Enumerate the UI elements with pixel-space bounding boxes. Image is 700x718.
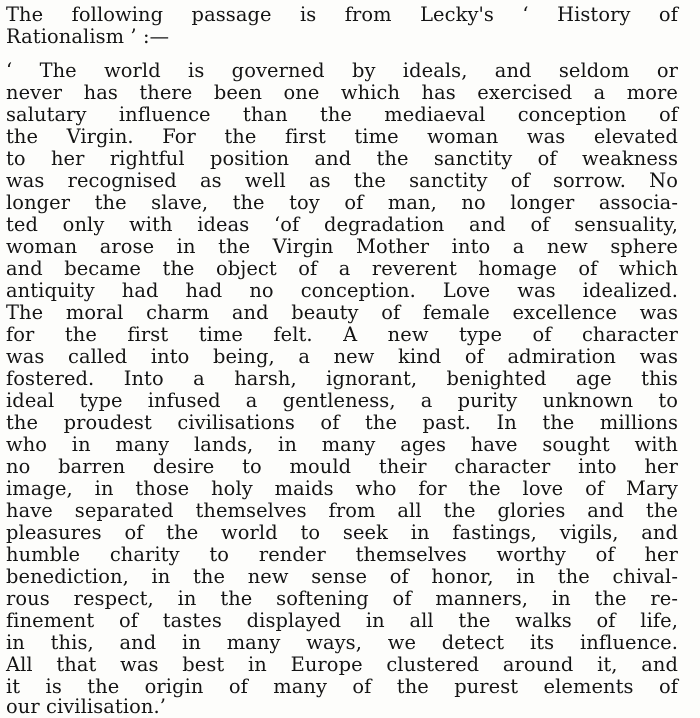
quote-line: pleasures of the world to seek in fastings, vigils, and — [6, 521, 678, 544]
quote-line: fostered. Into a harsh, ignorant, benighted age this — [6, 367, 678, 390]
quote-line: was called into being, a new kind of admiration was — [6, 345, 678, 368]
quote-line: The moral charm and beauty of female excellence was — [6, 301, 678, 324]
quote-line: never has there been one which has exercised a more — [6, 81, 678, 104]
quote-line: ted only with ideas ‘of degradation and of sensuality, — [6, 213, 678, 236]
quote-line: was recognised as well as the sanctity of sorrow. No — [6, 169, 678, 192]
quote-line: the Virgin. For the first time woman was elevated — [6, 125, 678, 148]
quote-line: it is the origin of many of the purest elements of — [6, 675, 678, 698]
quote-line: benediction, in the new sense of honor, in the chival- — [6, 565, 678, 588]
intro-line-1: The following passage is from Lecky's ‘ History of — [6, 3, 678, 26]
quote-line: antiquity had had no conception. Love was idealized. — [6, 279, 678, 302]
quote-line: rous respect, in the softening of manners, in the re- — [6, 587, 678, 610]
quote-line: ‘ The world is governed by ideals, and seldom or — [6, 59, 678, 82]
quote-line: the proudest civilisations of the past. In the millions — [6, 411, 678, 434]
quote-line: All that was best in Europe clustered around it, and — [6, 653, 678, 676]
quote-line: no barren desire to mould their character into her — [6, 455, 678, 478]
quote-line: woman arose in the Virgin Mother into a new sphere — [6, 235, 678, 258]
quote-line: in this, and in many ways, we detect its influence. — [6, 631, 678, 654]
quote-line: salutary influence than the mediaeval conception of — [6, 103, 678, 126]
quote-line: have separated themselves from all the glories and the — [6, 499, 678, 522]
intro-line-2: Rationalism ’ :— — [6, 25, 170, 48]
quote-line: image, in those holy maids who for the love of Mary — [6, 477, 678, 500]
quote-line: and became the object of a reverent homage of which — [6, 257, 678, 280]
quote-line: longer the slave, the toy of man, no longer associa- — [6, 191, 678, 214]
quote-line: for the first time felt. A new type of character — [6, 323, 678, 346]
quote-line: humble charity to render themselves worthy of her — [6, 543, 678, 566]
quote-line: to her rightful position and the sanctity of weakness — [6, 147, 678, 170]
quote-line: our civilisation.’ — [6, 695, 167, 718]
quote-line: who in many lands, in many ages have sought with — [6, 433, 678, 456]
quote-line: finement of tastes displayed in all the walks of life, — [6, 609, 678, 632]
quote-line: ideal type infused a gentleness, a purity unknown to — [6, 389, 678, 412]
